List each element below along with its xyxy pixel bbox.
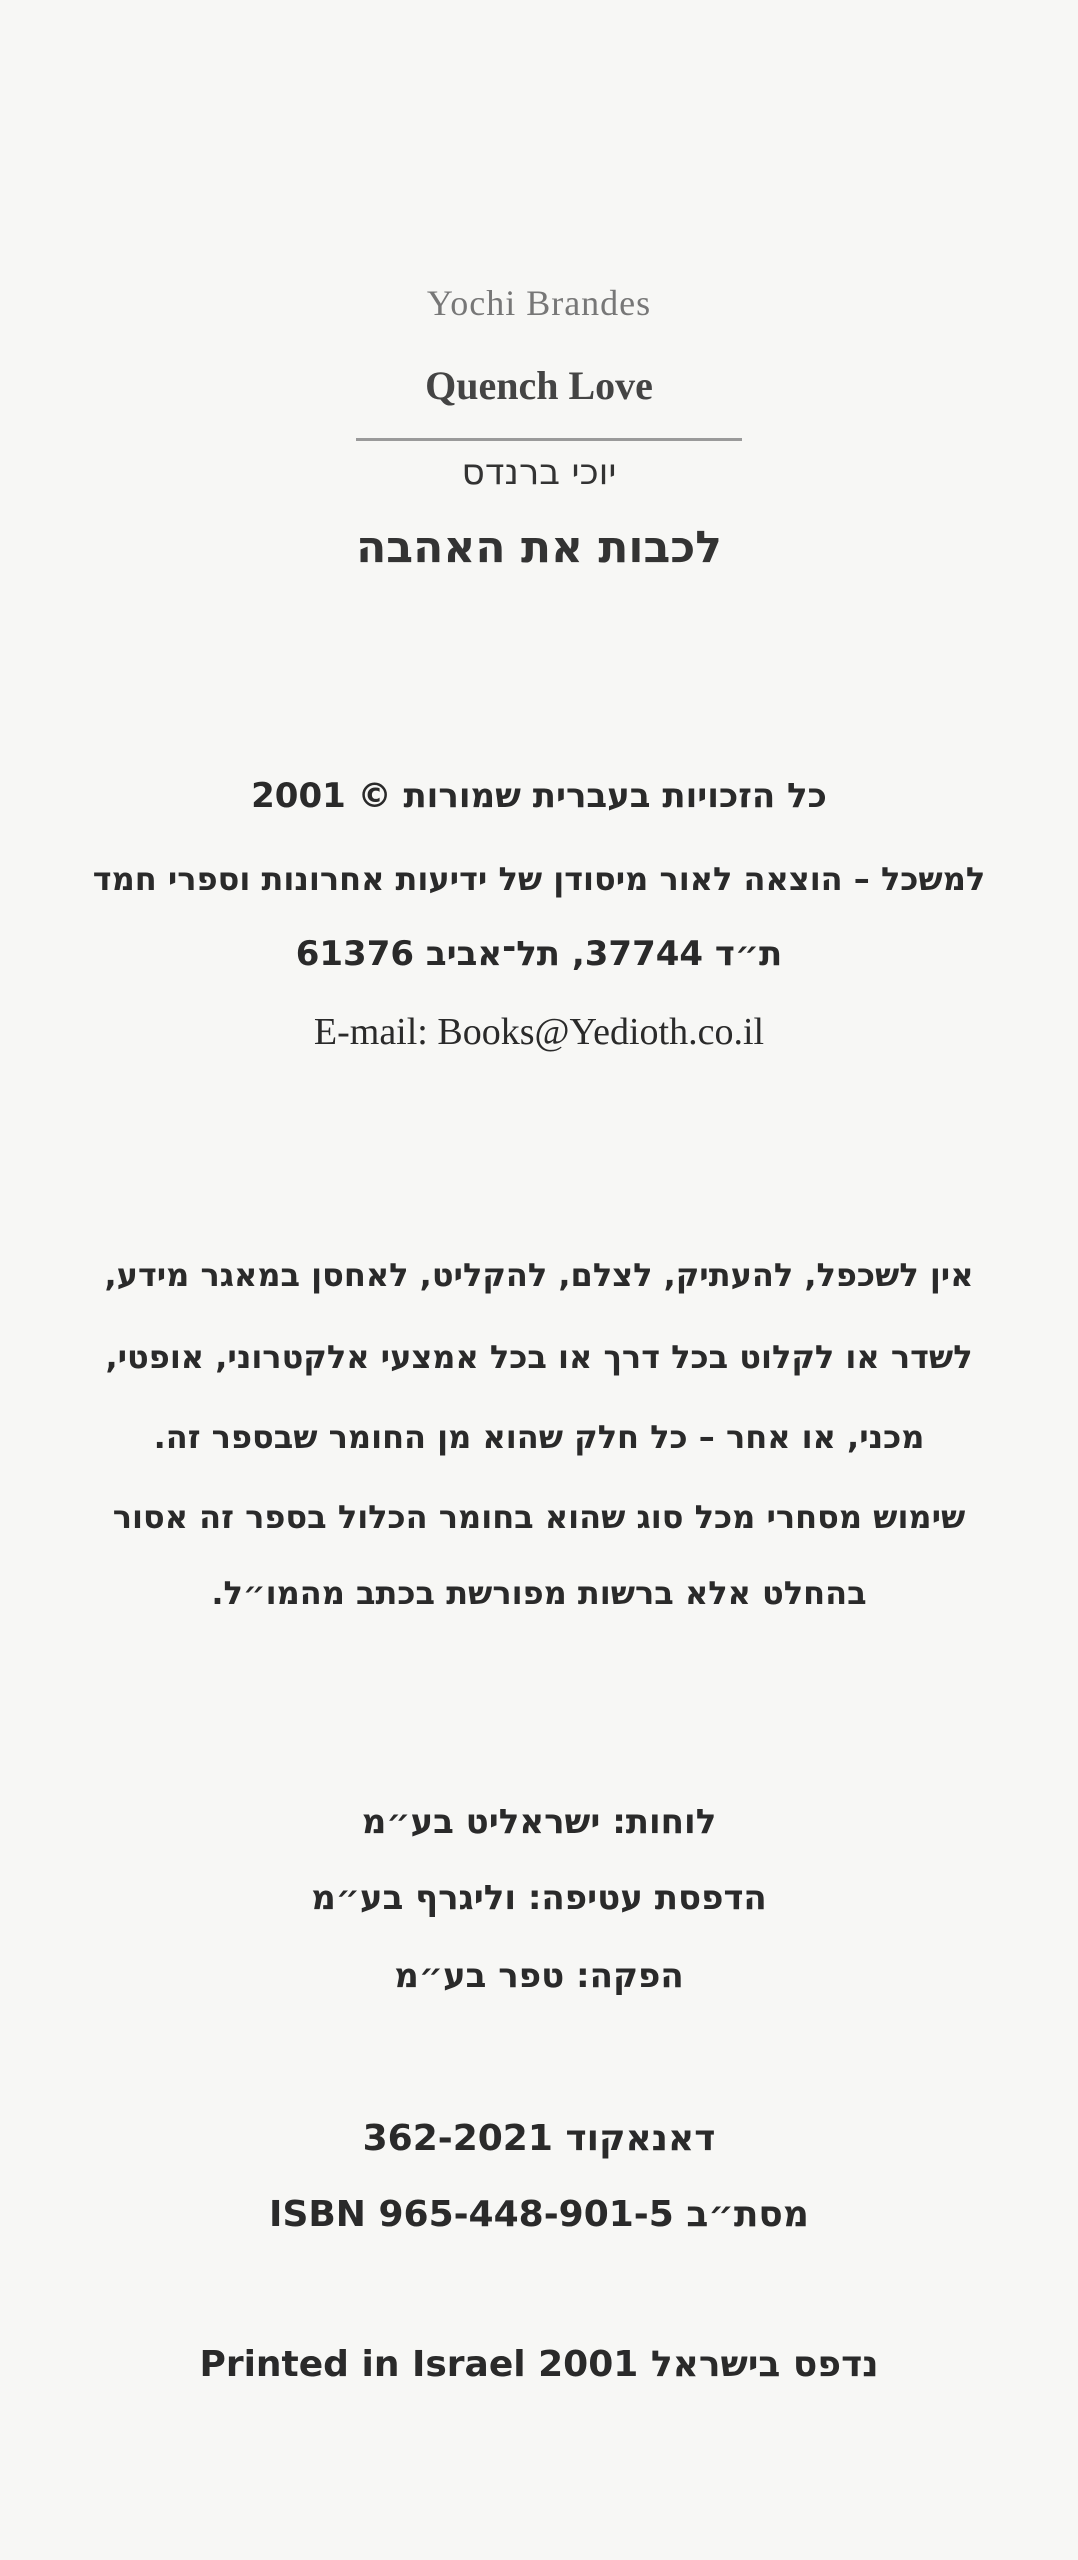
- address-line: ת״ד 37744, תל־אביב 61376: [295, 934, 783, 974]
- book-title-hebrew: לכבות את האהבה: [356, 522, 722, 573]
- copyright-line: כל הזכויות בעברית שמורות © 2001: [251, 776, 827, 816]
- rights-notice-line: שימוש מסחרי מכל סוג שהוא בחומר הכלול בספר זה אסור: [112, 1498, 966, 1536]
- author-name-hebrew: יוכי ברנדס: [461, 452, 617, 493]
- title-divider: [356, 438, 742, 441]
- danacode-line: דאנאקוד 362-2021: [362, 2118, 716, 2159]
- rights-notice-line: מכני, או אחר – כל חלק שהוא מן החומר שבספר זה.: [153, 1418, 925, 1456]
- rights-notice-line: בהחלט אלא ברשות מפורשת בכתב מהמו״ל.: [211, 1574, 867, 1612]
- email-line: E-mail: Books@Yedioth.co.il: [313, 1011, 765, 1053]
- book-title-english: Quench Love: [425, 363, 653, 408]
- author-name-english: Yochi Brandes: [426, 283, 652, 323]
- rights-notice-line: אין לשכפל, להעתיק, לצלם, להקליט, לאחסן במאגר מידע,: [104, 1256, 974, 1294]
- printed-in-israel-line: Printed in Israel 2001 נדפס בישראל: [199, 2344, 879, 2385]
- isbn-line: ISBN 965-448-901-5 מסת״ב: [269, 2194, 809, 2235]
- production-credit: הפקה: טפר בע״מ: [394, 1956, 684, 1996]
- cover-printing-credit: הדפסת עטיפה: וליגרף בע״מ: [311, 1878, 767, 1918]
- plates-credit: לוחות: ישראליט בע״מ: [361, 1802, 717, 1842]
- publisher-line: למשכל – הוצאה לאור מיסודן של ידיעות אחרונות וספרי חמד: [92, 860, 986, 898]
- rights-notice-line: לשדר או לקלוט בכל דרך או בכל אמצעי אלקטרוני, אופטי,: [105, 1338, 973, 1376]
